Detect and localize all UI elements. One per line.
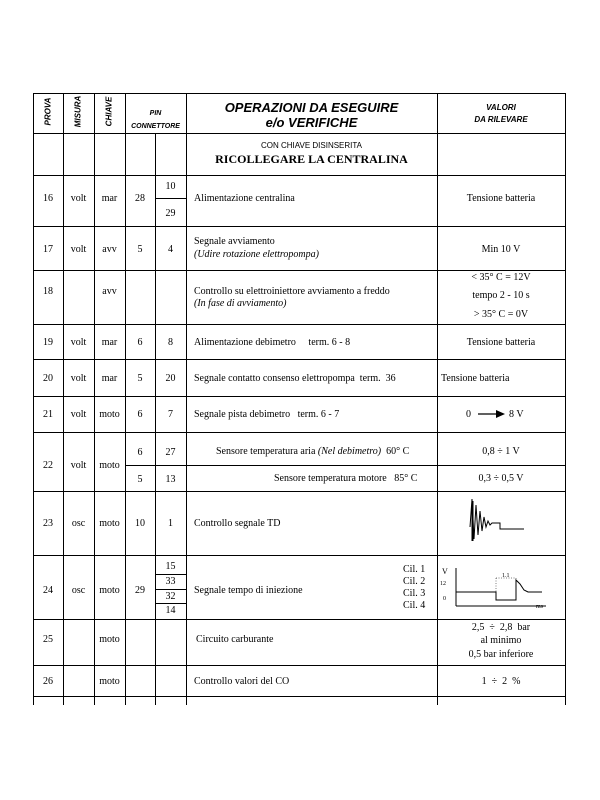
cell-pin-a: 29 [135, 585, 145, 596]
injection-pulse-icon [440, 560, 562, 616]
graph-y-tick-12: 12 [440, 581, 446, 587]
cell-valore: 0,3 ÷ 0,5 V [478, 473, 524, 484]
col-header-valori-line2: DA RILEVARE [474, 115, 528, 124]
cell-cilindro: Cil. 3 [403, 588, 426, 599]
cell-chiave: moto [99, 585, 120, 596]
note-line1: CON CHIAVE DISINSERITA [260, 141, 363, 150]
cell-prova: 22 [43, 460, 53, 471]
cell-operazione [216, 446, 409, 457]
cell-misura: volt [70, 244, 87, 255]
cell-misura: volt [70, 373, 87, 384]
graph-x-label: ms [536, 604, 544, 610]
cell-operazione: Controllo su elettroiniettore avviamento a freddo [194, 286, 390, 297]
cell-pin-b: 10 [165, 181, 176, 192]
cell-cilindro: Cil. 2 [403, 576, 426, 587]
cell-prova: 20 [43, 373, 53, 384]
cell-chiave: moto [99, 634, 120, 645]
cell-chiave: moto [99, 460, 120, 471]
cell-misura: volt [70, 409, 87, 420]
cell-pin-b: 13 [165, 474, 176, 485]
cell-valore: tempo 2 - 10 s [472, 290, 530, 301]
cell-chiave: mar [101, 337, 118, 348]
cell-misura: volt [70, 193, 87, 204]
cell-valore-to: 8 V [509, 409, 524, 420]
col-header-chiave: CHIAVE [104, 96, 114, 127]
cell-pin-a: 6 [137, 409, 143, 420]
cell-operazione: Alimentazione centralina [194, 193, 295, 204]
cell-pin-b: 33 [165, 576, 176, 587]
cell-operazione: Segnale contatto consenso elettropompa term. 36 [194, 373, 396, 384]
graph-y-label: V [442, 567, 448, 576]
col-header-operazioni-line2: e/o VERIFICHE [265, 115, 358, 130]
injection-time-graph [440, 560, 562, 616]
cell-pin-b: 29 [165, 208, 176, 219]
cell-pin-b: 14 [165, 605, 176, 616]
cell-operazione: Segnale avviamento [194, 236, 275, 247]
cell-chiave: mar [101, 193, 118, 204]
cell-operazione: Controllo valori del CO [194, 676, 290, 687]
arrow-right-icon [476, 409, 506, 419]
cell-valore: 0,8 ÷ 1 V [482, 446, 520, 457]
cell-pin-b: 8 [168, 337, 173, 348]
cell-pin-b: 32 [165, 591, 176, 602]
cell-valore: Tensione batteria [466, 193, 536, 204]
cell-prova: 17 [43, 244, 53, 255]
col-header-valori [437, 102, 565, 126]
note-line2: RICOLLEGARE LA CENTRALINA [215, 152, 408, 166]
cell-operazione-sub: (Udire rotazione elettropompa) [194, 249, 319, 260]
cell-pin-b: 7 [168, 409, 173, 420]
cell-valore: Tensione batteria [466, 337, 536, 348]
cell-valore: 0,5 bar inferiore [468, 649, 534, 660]
cell-operazione: Segnale tempo di iniezione [194, 585, 303, 596]
cell-valore: al minimo [480, 635, 522, 646]
cell-chiave: moto [99, 676, 120, 687]
cell-valore: 1 ÷ 2 % [481, 676, 521, 687]
cell-operazione: Controllo segnale TD [194, 518, 281, 529]
op-text-italic: (Nel debimetro) [317, 446, 382, 457]
cell-cilindro: Cil. 4 [403, 600, 426, 611]
cell-pin-a: 5 [137, 244, 143, 255]
col-header-pin-line2: CONNETTORE [131, 123, 180, 130]
cell-pin-a: 5 [137, 373, 143, 384]
cell-prova: 19 [43, 337, 53, 348]
cell-valore-from: 0 [466, 409, 471, 420]
cell-valore: > 35° C = 0V [473, 309, 529, 320]
cell-chiave: avv [102, 286, 117, 297]
cell-pin-b: 20 [165, 373, 176, 384]
cell-pin-b: 4 [168, 244, 173, 255]
graph-y-tick-0: 0 [443, 596, 446, 602]
cell-valore: Tensione batteria [441, 373, 510, 384]
cell-pin-a: 6 [137, 337, 143, 348]
cell-cilindro: Cil. 1 [403, 564, 426, 575]
cell-operazione: Segnale pista debimetro term. 6 - 7 [194, 409, 340, 420]
cell-operazione: Circuito carburante [196, 634, 274, 645]
cell-pin-a: 28 [135, 193, 145, 204]
cell-prova: 23 [43, 518, 53, 529]
col-header-operazioni-line1: OPERAZIONI DA ESEGUIRE [224, 100, 399, 115]
cell-misura: volt [70, 460, 87, 471]
cell-valore: 2,5 ÷ 2,8 bar [471, 622, 531, 633]
cell-pin-b: 1 [168, 518, 173, 529]
cell-pin-b: 15 [165, 561, 176, 572]
cell-operazione: Alimentazione debimetro term. 6 - 8 [194, 337, 351, 348]
cell-prova: 18 [43, 286, 53, 297]
col-header-operazioni [186, 100, 437, 130]
cell-pin-a: 5 [137, 474, 143, 485]
cell-chiave: mar [101, 373, 118, 384]
td-signal-waveform-icon [462, 495, 542, 551]
col-header-pin [125, 107, 186, 133]
cell-operazione-sub: (In fase di avviamento) [194, 298, 287, 309]
cell-prova: 21 [43, 409, 53, 420]
cell-valore: < 35° C = 12V [471, 272, 531, 283]
col-header-misura: MISURA [73, 95, 83, 128]
cell-chiave: moto [99, 518, 120, 529]
cell-misura: osc [71, 585, 86, 596]
cell-operazione: Sensore temperatura motore 85° C [274, 473, 418, 484]
cell-valore: Min 10 V [481, 244, 521, 255]
cell-prova: 25 [43, 634, 53, 645]
cell-misura: volt [70, 337, 87, 348]
cell-prova: 26 [43, 676, 53, 687]
cell-prova: 16 [43, 193, 53, 204]
cell-prova: 24 [43, 585, 53, 596]
col-header-pin-line1: PIN [149, 110, 162, 117]
cell-pin-a: 10 [135, 518, 145, 529]
cell-pin-a: 6 [137, 447, 143, 458]
op-text: Sensore temperatura aria [216, 446, 318, 457]
cell-chiave: avv [102, 244, 117, 255]
col-header-valori-line1: VALORI [486, 103, 516, 112]
cell-misura: osc [71, 518, 86, 529]
op-text-temp: 60° C [381, 446, 410, 457]
graph-top-label: 1.1 [502, 573, 510, 579]
cell-chiave: moto [99, 409, 120, 420]
col-header-prova: PROVA [43, 97, 53, 126]
cell-pin-b: 27 [165, 447, 176, 458]
